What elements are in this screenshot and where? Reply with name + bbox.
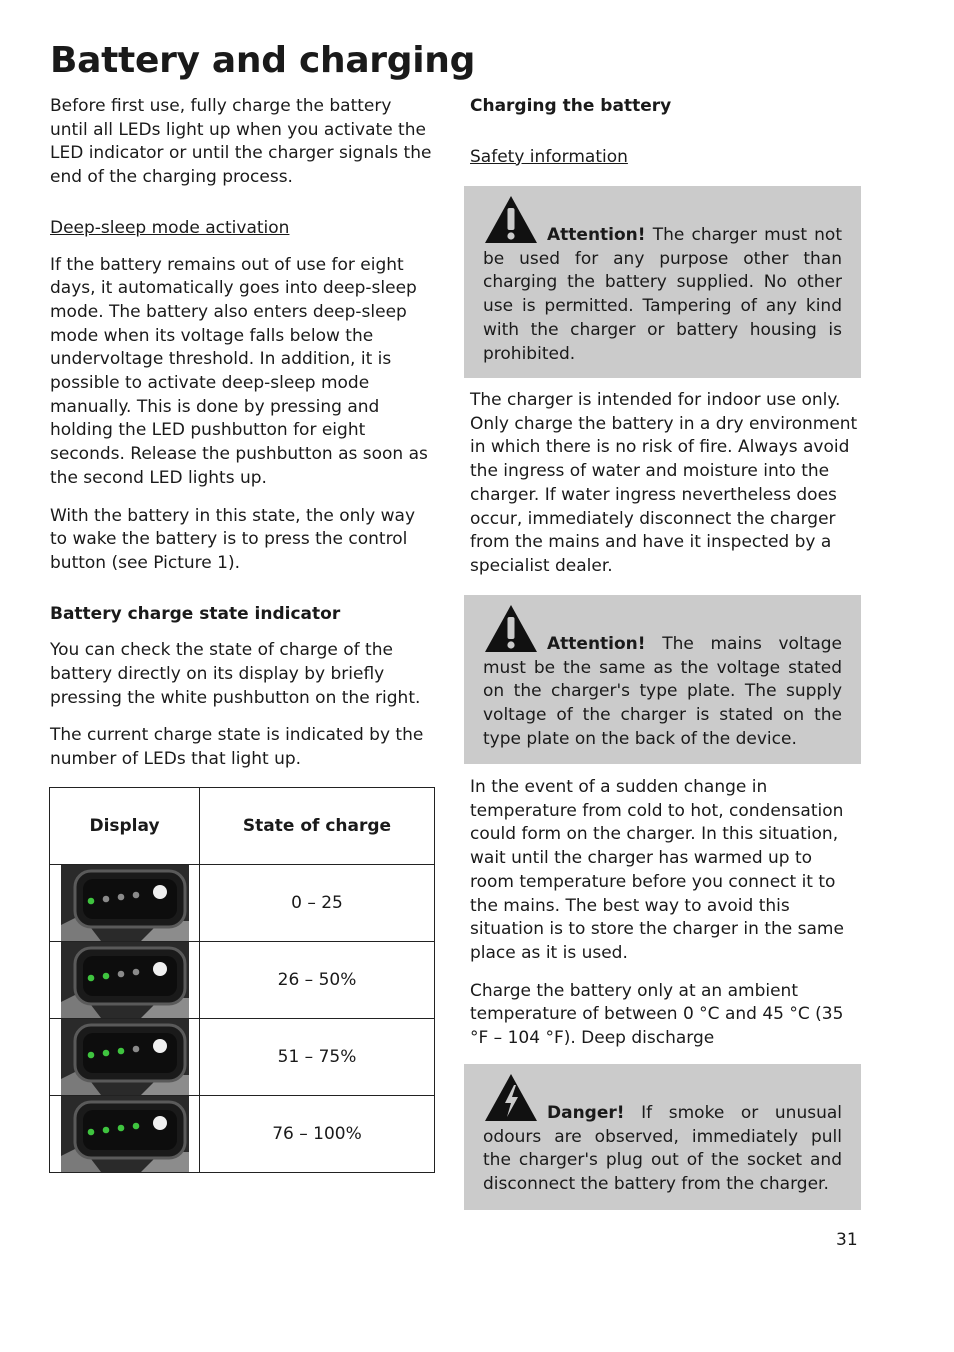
condensation-paragraph: In the event of a sudden change in temperature from cold to hot, condensation could form on the charger. In this situation, wait until the charger has warmed up to room temperature before you connect it to the mains. The best way to avoid this situation is to store the charger in the same place as it is used. [470, 777, 844, 963]
deep-sleep-heading: Deep-sleep mode activation [50, 217, 290, 238]
led-display-image [50, 942, 200, 1019]
exclamation-triangle-icon [483, 603, 539, 655]
table-row [50, 942, 435, 1019]
attention-box-1 [464, 186, 861, 378]
white-pushbutton [153, 885, 167, 899]
left-column [50, 95, 434, 772]
led-off-indicator [102, 896, 109, 903]
indicator-paragraph-1: You can check the state of charge of the battery directly on its display by briefly pressing the white pushbutton on the right. [50, 640, 421, 708]
charge-state-value: 51 – 75% [200, 1019, 435, 1096]
led-on-indicator [102, 973, 109, 980]
danger-box [464, 1064, 861, 1210]
danger-text: If smoke or unusual odours are observed, immediately pull the charger's plug out of the socket and disconnect the battery from the charger. [483, 1103, 842, 1195]
led-display-image [50, 1019, 200, 1096]
temperature-text-wrap [470, 776, 860, 1051]
attention-label: Attention! [547, 225, 646, 245]
led-on-indicator [117, 1125, 124, 1132]
charge-state-value: 76 – 100% [200, 1096, 435, 1173]
white-pushbutton [153, 1039, 167, 1053]
table-header-row [50, 788, 435, 865]
led-on-indicator [87, 1052, 94, 1059]
led-off-indicator [117, 971, 124, 978]
high-voltage-triangle-icon [483, 1072, 539, 1124]
led-display-image [50, 1096, 200, 1173]
attention-text: The charger must not be used for any purpose other than charging the battery supplied. No other use is permitted. Tampering of any kind with the charger or battery housing is prohibited. [483, 225, 842, 364]
white-pushbutton [153, 962, 167, 976]
exclamation-triangle-icon [483, 194, 539, 246]
battery-display-icon [61, 1019, 189, 1095]
led-off-indicator [132, 1046, 139, 1053]
white-pushbutton [153, 1116, 167, 1130]
attention-box-2 [464, 595, 861, 764]
table-row [50, 865, 435, 942]
led-on-indicator [132, 1123, 139, 1130]
battery-display-icon [61, 865, 189, 941]
charging-heading: Charging the battery [470, 96, 672, 116]
charge-state-value: 0 – 25 [200, 865, 435, 942]
led-off-indicator [117, 894, 124, 901]
danger-label: Danger! [547, 1103, 625, 1123]
led-on-indicator [87, 975, 94, 982]
led-off-indicator [132, 969, 139, 976]
led-on-indicator [102, 1050, 109, 1057]
led-on-indicator [102, 1127, 109, 1134]
display-column-header: Display [50, 788, 200, 865]
page-number: 31 [836, 1230, 858, 1250]
led-on-indicator [117, 1048, 124, 1055]
deep-sleep-paragraph-2: With the battery in this state, the only way to wake the battery is to press the control button (see Picture 1). [50, 505, 416, 573]
intro-paragraph: Before first use, fully charge the battery until all LEDs light up when you activate the LED indicator or until the charger signals the end of the charging process. [50, 96, 432, 188]
deep-sleep-paragraph-1: If the battery remains out of use for eight days, it automatically goes into deep-sleep mode. The battery also enters deep-sleep mode when its voltage falls below the undervoltage threshold. In addition, it is possible to activate deep-sleep mode manually. This is done by pressing and holding the LED pushbutton for eight seconds. Release the pushbutton as soon as the second LED lights up. [50, 254, 428, 488]
indicator-paragraph-2: The current charge state is indicated by the number of LEDs that light up. [50, 725, 424, 770]
page-title: Battery and charging [50, 40, 476, 81]
right-column [470, 95, 860, 169]
attention-label: Attention! [547, 634, 646, 654]
ambient-temperature-paragraph: Charge the battery only at an ambient temperature of between 0 °C and 45 °C (35 °F – 104 °F). Deep discharge [470, 980, 844, 1049]
indoor-use-paragraph: The charger is intended for indoor use only. Only charge the battery in a dry environment in which there is no risk of fire. Always avoid the ingress of water and moisture into the charger. If water ingress nevertheless does occur, immediately disconnect the charger from the mains and have it inspected by a specialist dealer. [470, 390, 858, 576]
battery-display-icon [61, 1096, 189, 1172]
indoor-use-paragraph-wrap [470, 389, 860, 579]
indicator-heading: Battery charge state indicator [50, 603, 341, 624]
led-on-indicator [87, 898, 94, 905]
safety-heading: Safety information [470, 146, 628, 167]
table-row [50, 1096, 435, 1173]
charge-state-table [49, 787, 435, 1173]
led-display-image [50, 865, 200, 942]
led-off-indicator [132, 892, 139, 899]
charge-state-value: 26 – 50% [200, 942, 435, 1019]
table-row [50, 1019, 435, 1096]
state-column-header: State of charge [200, 788, 435, 865]
led-on-indicator [87, 1129, 94, 1136]
battery-display-icon [61, 942, 189, 1018]
attention-text: The mains voltage must be the same as the voltage stated on the charger's type plate. The supply voltage of the charger is stated on the type plate on the back of the device. [483, 634, 842, 749]
